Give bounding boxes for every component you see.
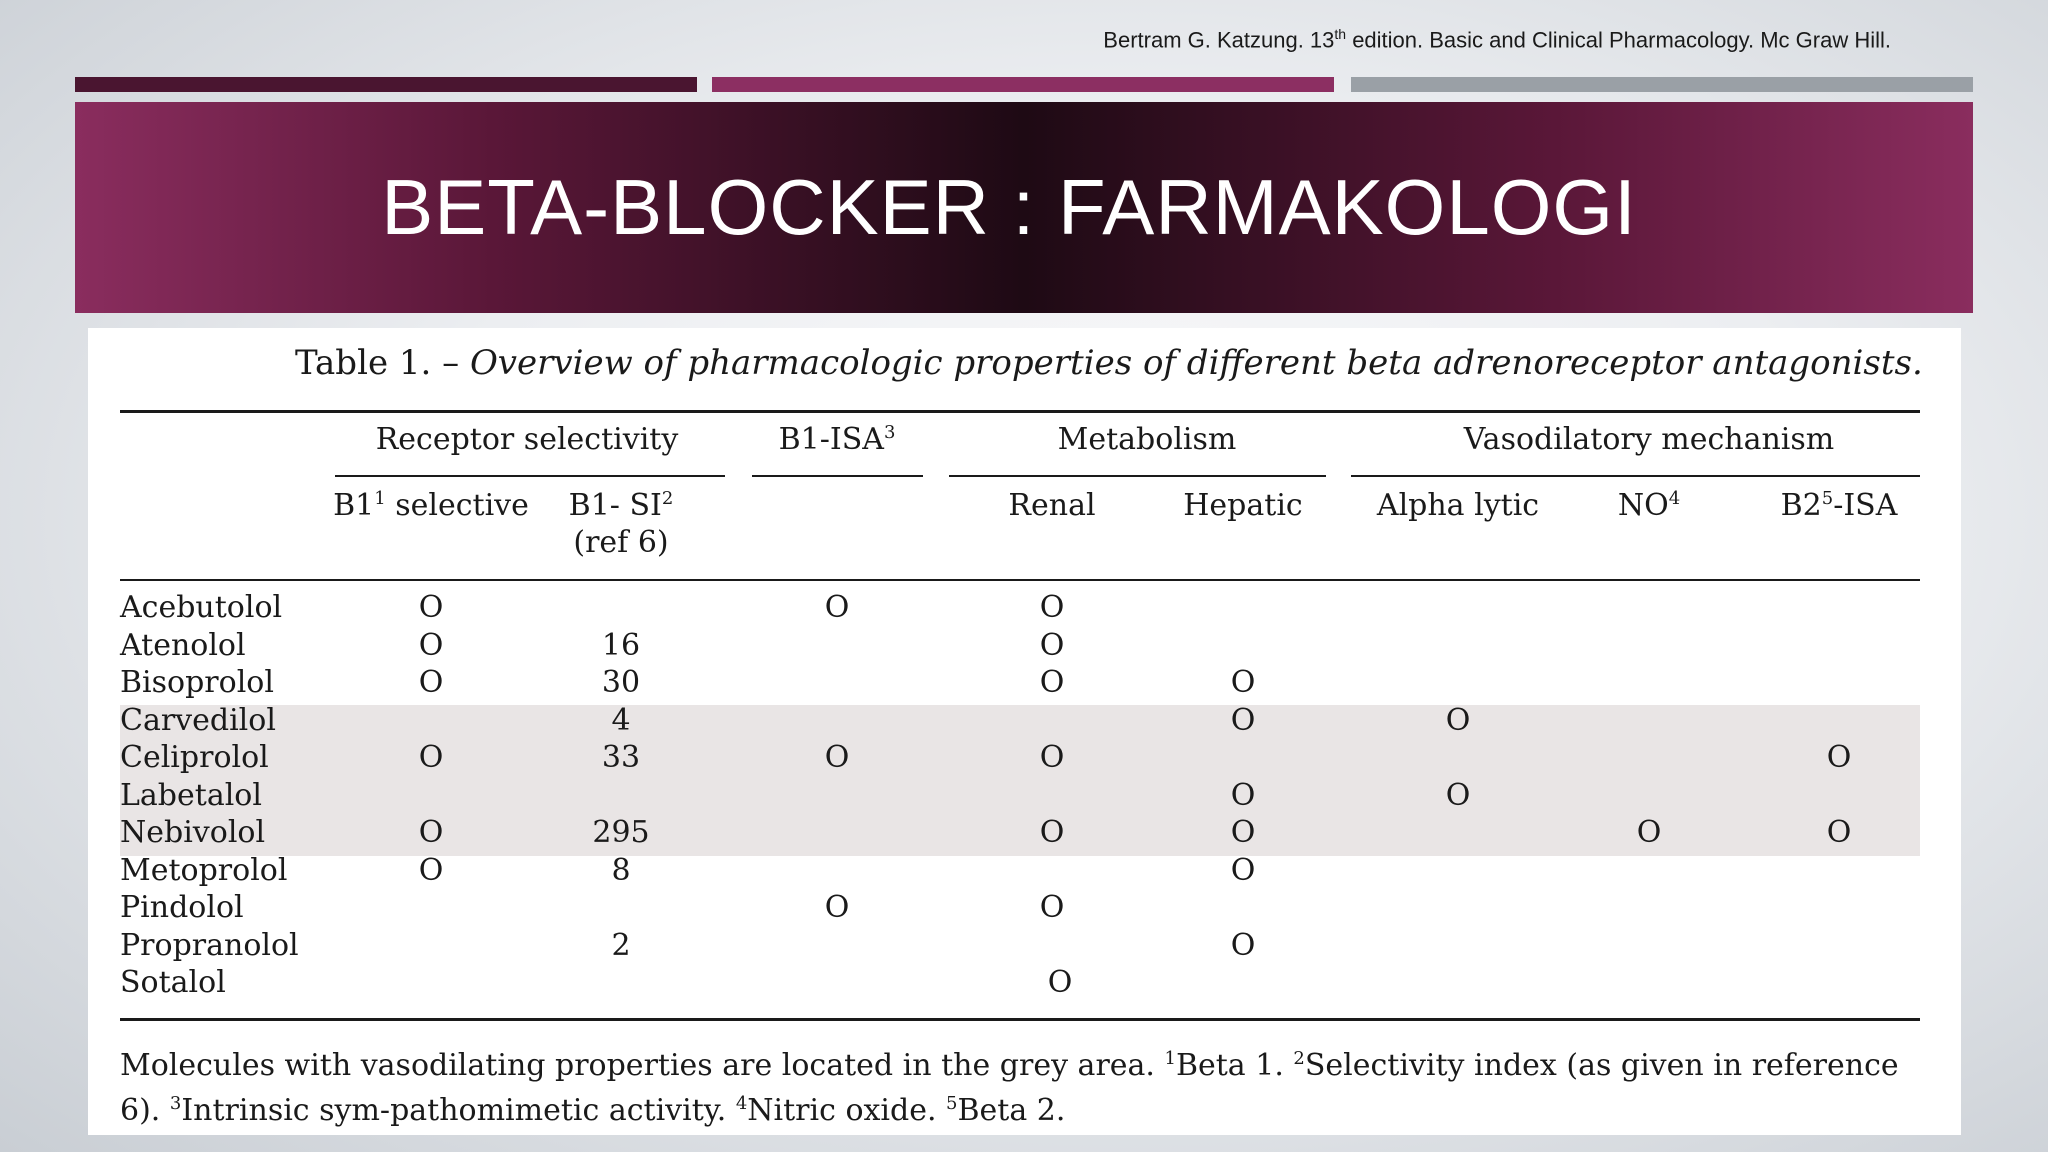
- group-b1-isa: [779, 422, 896, 457]
- footnote-sup4: 4: [735, 1093, 748, 1114]
- footnote-part5: Nitric oxide.: [747, 1093, 947, 1128]
- col-renal: Renal: [1008, 488, 1096, 523]
- col-b1-si-ref: (ref 6): [573, 525, 669, 560]
- col-no: [1618, 488, 1680, 523]
- row-drug-name: Atenolol: [120, 627, 246, 663]
- accent-bar-dark: [75, 77, 697, 92]
- cell-renal: O: [1039, 590, 1065, 625]
- cell-b1-isa: O: [824, 590, 850, 625]
- group-underline-isa: [752, 475, 923, 477]
- cell-renal: O: [1039, 627, 1065, 663]
- row-drug-name: Pindolol: [120, 890, 244, 925]
- footnote-sup1: 1: [1164, 1048, 1176, 1069]
- col-b2-isa-sup: 5: [1821, 488, 1834, 509]
- cell-hepatic: O: [1230, 927, 1256, 963]
- cell-b1-si: 16: [601, 627, 641, 663]
- group-metabolism: Metabolism: [1057, 422, 1237, 457]
- footnote-part4: Intrinsic sym-pathomimetic activity.: [181, 1093, 736, 1128]
- cell-alpha-lytic: O: [1445, 777, 1471, 813]
- cell-renal: O: [1047, 965, 1073, 1000]
- footnote-sup5: 5: [946, 1093, 958, 1114]
- cell-hepatic: O: [1230, 852, 1256, 888]
- row-drug-name: Carvedilol: [120, 702, 276, 738]
- col-no-label: NO: [1617, 488, 1669, 523]
- col-b1-selective-sup: 1: [374, 488, 386, 509]
- citation-ordinal: th: [1334, 26, 1347, 42]
- cell-b1-si: 2: [611, 927, 631, 963]
- citation: [1103, 26, 1891, 53]
- group-b1-isa-label: B1-ISA: [778, 422, 884, 457]
- row-drug-name: Propranolol: [120, 927, 299, 963]
- cell-b1-si: 8: [611, 852, 631, 888]
- row-drug-name: Nebivolol: [120, 815, 266, 850]
- group-vasodilatory: Vasodilatory mechanism: [1463, 422, 1835, 457]
- cell-b2-isa: O: [1826, 740, 1852, 775]
- col-b2-isa-rest: -ISA: [1833, 488, 1898, 523]
- table-caption: [295, 343, 1923, 383]
- col-alpha-lytic: Alpha lytic: [1376, 488, 1540, 523]
- cell-b1-si: 4: [611, 702, 631, 738]
- slide-title: BETA-BLOCKER : FARMAKOLOGI: [381, 163, 1637, 251]
- footnote-sup3: 3: [169, 1093, 182, 1114]
- col-b1-selective-label: B1: [333, 488, 375, 523]
- group-receptor-selectivity: Receptor selectivity: [375, 422, 679, 457]
- col-hepatic: Hepatic: [1183, 488, 1303, 523]
- cell-b1-si: 295: [592, 815, 650, 850]
- footnote-part3: Selectivity index (as given in reference 6).: [120, 1048, 1899, 1128]
- accent-bar-grey: [1351, 77, 1973, 92]
- col-b1-selective-rest: selective: [385, 488, 529, 523]
- col-b2-isa-label: B2: [1780, 488, 1822, 523]
- table-top-rule: [120, 410, 1920, 413]
- cell-renal: O: [1039, 740, 1065, 775]
- title-banner: [75, 102, 1973, 313]
- cell-b2-isa: O: [1826, 815, 1852, 850]
- cell-renal: O: [1039, 890, 1065, 925]
- citation-author: Bertram G. Katzung. 13: [1103, 27, 1335, 53]
- col-b1-si-label: B1- SI: [568, 488, 662, 523]
- cell-b1-si: 33: [601, 740, 641, 775]
- table-bottom-rule: [120, 1018, 1920, 1021]
- cell-b1-selective: O: [418, 665, 444, 700]
- cell-b1-isa: O: [824, 740, 850, 775]
- cell-b1-selective: O: [418, 815, 444, 850]
- footnote-part1: Molecules with vasodilating properties are located in the grey area.: [120, 1048, 1165, 1083]
- group-underline-metabolism: [949, 475, 1326, 477]
- row-drug-name: Acebutolol: [120, 590, 283, 625]
- cell-alpha-lytic: O: [1445, 702, 1471, 738]
- cell-hepatic: O: [1230, 665, 1256, 700]
- cell-b1-isa: O: [824, 890, 850, 925]
- cell-b1-selective: O: [418, 852, 444, 888]
- header-bottom-rule: [120, 579, 1920, 581]
- citation-rest: edition. Basic and Clinical Pharmacology. Mc Graw Hill.: [1346, 27, 1891, 53]
- cell-b1-selective: O: [418, 590, 444, 625]
- cell-b1-selective: O: [418, 740, 444, 775]
- table-footnote: [120, 1040, 1930, 1130]
- row-drug-name: Bisoprolol: [120, 665, 274, 700]
- footnote-sup2: 2: [1293, 1048, 1305, 1069]
- cell-no: O: [1636, 815, 1662, 850]
- footnote-part2: Beta 1.: [1175, 1048, 1294, 1083]
- cell-renal: O: [1039, 665, 1065, 700]
- group-b1-isa-sup: 3: [883, 422, 896, 443]
- cell-hepatic: O: [1230, 777, 1256, 813]
- cell-hepatic: O: [1230, 815, 1256, 850]
- cell-b1-selective: O: [418, 627, 444, 663]
- row-drug-name: Metoprolol: [120, 852, 288, 888]
- col-no-sup: 4: [1668, 488, 1681, 509]
- row-drug-name: Labetalol: [120, 777, 262, 813]
- table-caption-prefix: Table 1. –: [295, 343, 470, 383]
- cell-b1-si: 30: [601, 665, 641, 700]
- col-b1-selective: [333, 488, 529, 523]
- col-b1-si: [569, 488, 674, 523]
- accent-bar-magenta: [712, 77, 1334, 92]
- table-caption-italic: Overview of pharmacologic properties of different beta adrenoreceptor antagonists.: [469, 343, 1923, 383]
- table-panel: [88, 328, 1961, 1135]
- row-drug-name: Sotalol: [120, 965, 226, 1000]
- group-underline-vaso: [1351, 475, 1920, 477]
- col-b2-isa: [1781, 488, 1898, 523]
- cell-hepatic: O: [1230, 702, 1256, 738]
- row-drug-name: Celiprolol: [120, 740, 269, 775]
- footnote-part6: Beta 2.: [957, 1093, 1066, 1128]
- col-b1-si-sup: 2: [661, 488, 674, 509]
- group-underline-receptor: [335, 475, 725, 477]
- cell-renal: O: [1039, 815, 1065, 850]
